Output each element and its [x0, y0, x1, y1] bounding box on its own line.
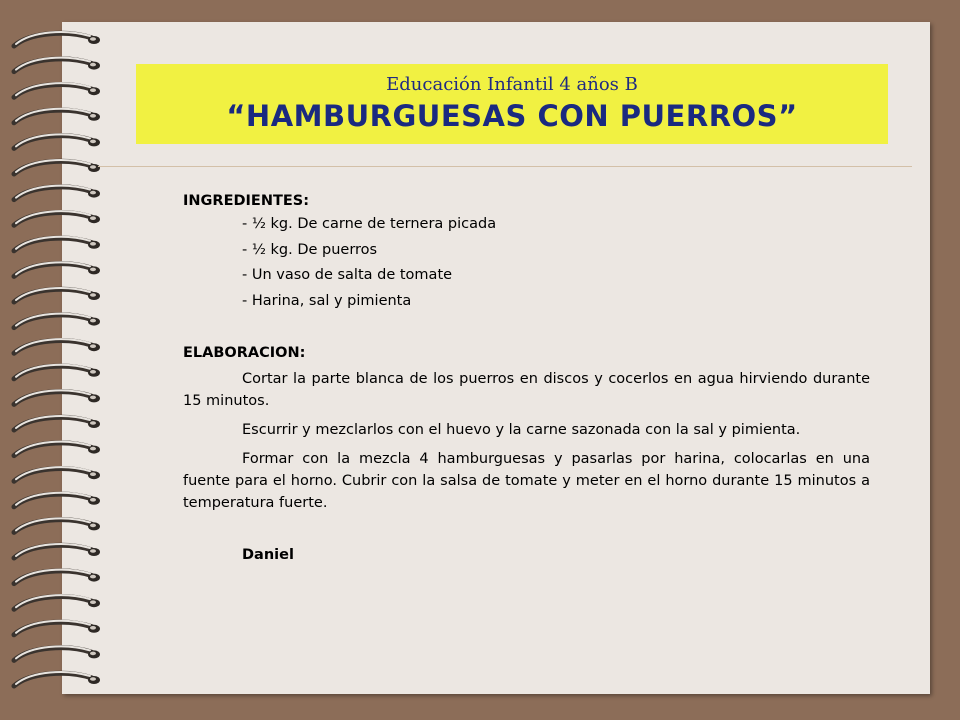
page-subtitle: Educación Infantil 4 años B [386, 74, 638, 95]
title-banner [136, 64, 888, 144]
elaboration-paragraph: Formar con la mezcla 4 hamburguesas y pasarlas por harina, colocarlas en una fuente para el horno. Cubrir con la salsa de tomate y meter en el horno durante 15 minutos a temperatura fuerte. [183, 451, 870, 511]
divider [98, 166, 912, 167]
ingredient-item: - Un vaso de salta de tomate [242, 267, 453, 283]
elaboration-heading: ELABORACION: [183, 345, 306, 361]
ingredients-list [183, 212, 870, 314]
ingredient-item: - ½ kg. De carne de ternera picada [242, 216, 497, 232]
elaboration-paragraph: Cortar la parte blanca de los puerros en discos y cocerlos en agua hirviendo durante 15 minutos. [183, 371, 870, 409]
ingredients-heading: INGREDIENTES: [183, 193, 310, 209]
author-name: Daniel [242, 547, 294, 563]
spiral-binding [0, 0, 130, 720]
ingredient-item: - Harina, sal y pimienta [242, 292, 412, 309]
page-title: “HAMBURGUESAS CON PUERROS” [226, 99, 798, 133]
recipe-content [183, 190, 870, 566]
elaboration-paragraph: Escurrir y mezclarlos con el huevo y la carne sazonada con la sal y pimienta. [242, 422, 801, 438]
ingredient-item: - ½ kg. De puerros [242, 241, 378, 258]
